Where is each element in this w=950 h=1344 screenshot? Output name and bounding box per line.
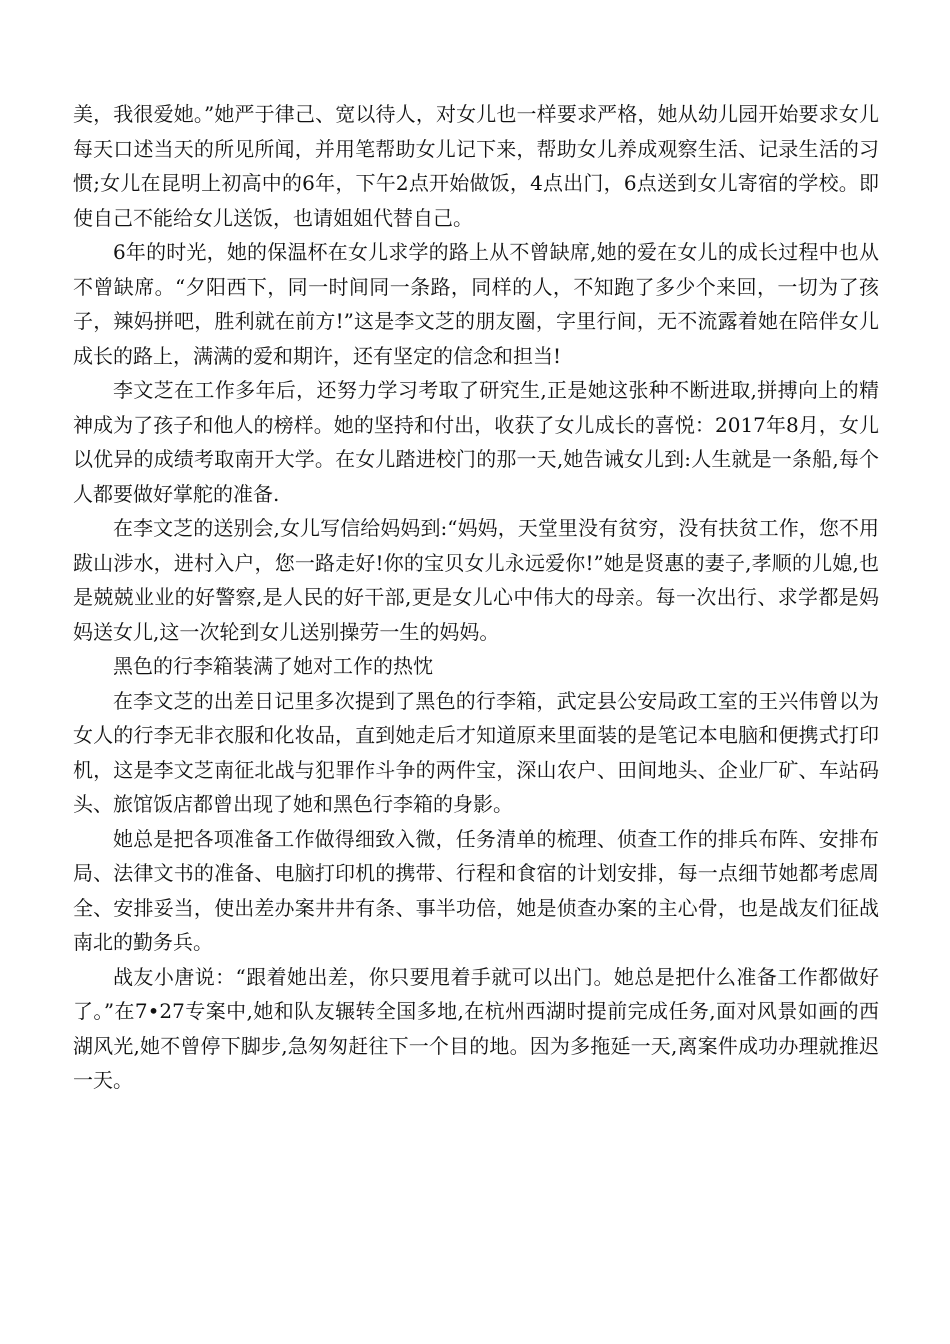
paragraph: 战友小唐说：“跟着她出差，你只要甩着手就可以出门。她总是把什么准备工作都做好了。”在7•27专案中,她和队友辗转全国多地,在杭州西湖时提前完成任务,面对风景如画的西湖风光,她不曾停下脚步,急匆匆赶往下一个目的地。因为多拖延一天,离案件成功办理就推迟一天。 [73,964,879,1092]
document-page [73,97,879,1098]
section-heading: 黑色的行李箱装满了她对工作的热忱 [113,654,433,678]
paragraph: 在李文芝的出差日记里多次提到了黑色的行李箱，武定县公安局政工室的王兴伟曾以为女人的行李无非衣服和化妆品，直到她走后才知道原来里面装的是笔记本电脑和便携式打印机，这是李文芝南征北战与犯罪作斗争的两件宝，深山农户、田间地头、企业厂矿、车站码头、旅馆饭店都曾出现了她和黑色行李箱的身影。 [73,688,879,816]
paragraph: 她总是把各项准备工作做得细致入微，任务清单的梳理、侦查工作的排兵布阵、安排布局、法律文书的准备、电脑打印机的携带、行程和食宿的计划安排，每一点细节她都考虑周全、安排妥当，使出差办案井井有条、事半功倍，她是侦查办案的主心骨，也是战友们征战南北的勤务兵。 [73,826,879,954]
paragraph: 在李文芝的送别会,女儿写信给妈妈到:“妈妈，天堂里没有贫穷，没有扶贫工作，您不用跋山涉水，进村入户，您一路走好!你的宝贝女儿永远爱你!”她是贤惠的妻子,孝顺的儿媳,也是兢兢业业的好警察,是人民的好干部,更是女儿心中伟大的母亲。每一次出行、求学都是妈妈送女儿,这一次轮到女儿送别操劳一生的妈妈。 [73,516,879,644]
paragraph: 6年的时光，她的保温杯在女儿求学的路上从不曾缺席,她的爱在女儿的成长过程中也从不曾缺席。“夕阳西下，同一时间同一条路，同样的人，不知跑了多少个来回，一切为了孩子，辣妈拼吧，胜利就在前方!”这是李文芝的朋友圈，字里行间，无不流露着她在陪伴女儿成长的路上，满满的爱和期许，还有坚定的信念和担当! [73,240,879,368]
paragraph: 李文芝在工作多年后，还努力学习考取了研究生,正是她这张种不断进取,拼搏向上的精神成为了孩子和他人的榜样。她的坚持和付出，收获了女儿成长的喜悦：2017年8月，女儿以优异的成绩考取南开大学。在女儿踏进校门的那一天,她告诫女儿到:人生就是一条船,每个人都要做好掌舵的准备. [73,378,879,506]
paragraph-continuation: 美，我很爱她。”她严于律己、宽以待人，对女儿也一样要求严格，她从幼儿园开始要求女儿每天口述当天的所见所闻，并用笔帮助女儿记下来，帮助女儿养成观察生活、记录生活的习惯;女儿在昆明上初高中的6年，下午2点开始做饭，4点出门，6点送到女儿寄宿的学校。即使自己不能给女儿送饭，也请姐姐代替自己。 [73,102,879,230]
